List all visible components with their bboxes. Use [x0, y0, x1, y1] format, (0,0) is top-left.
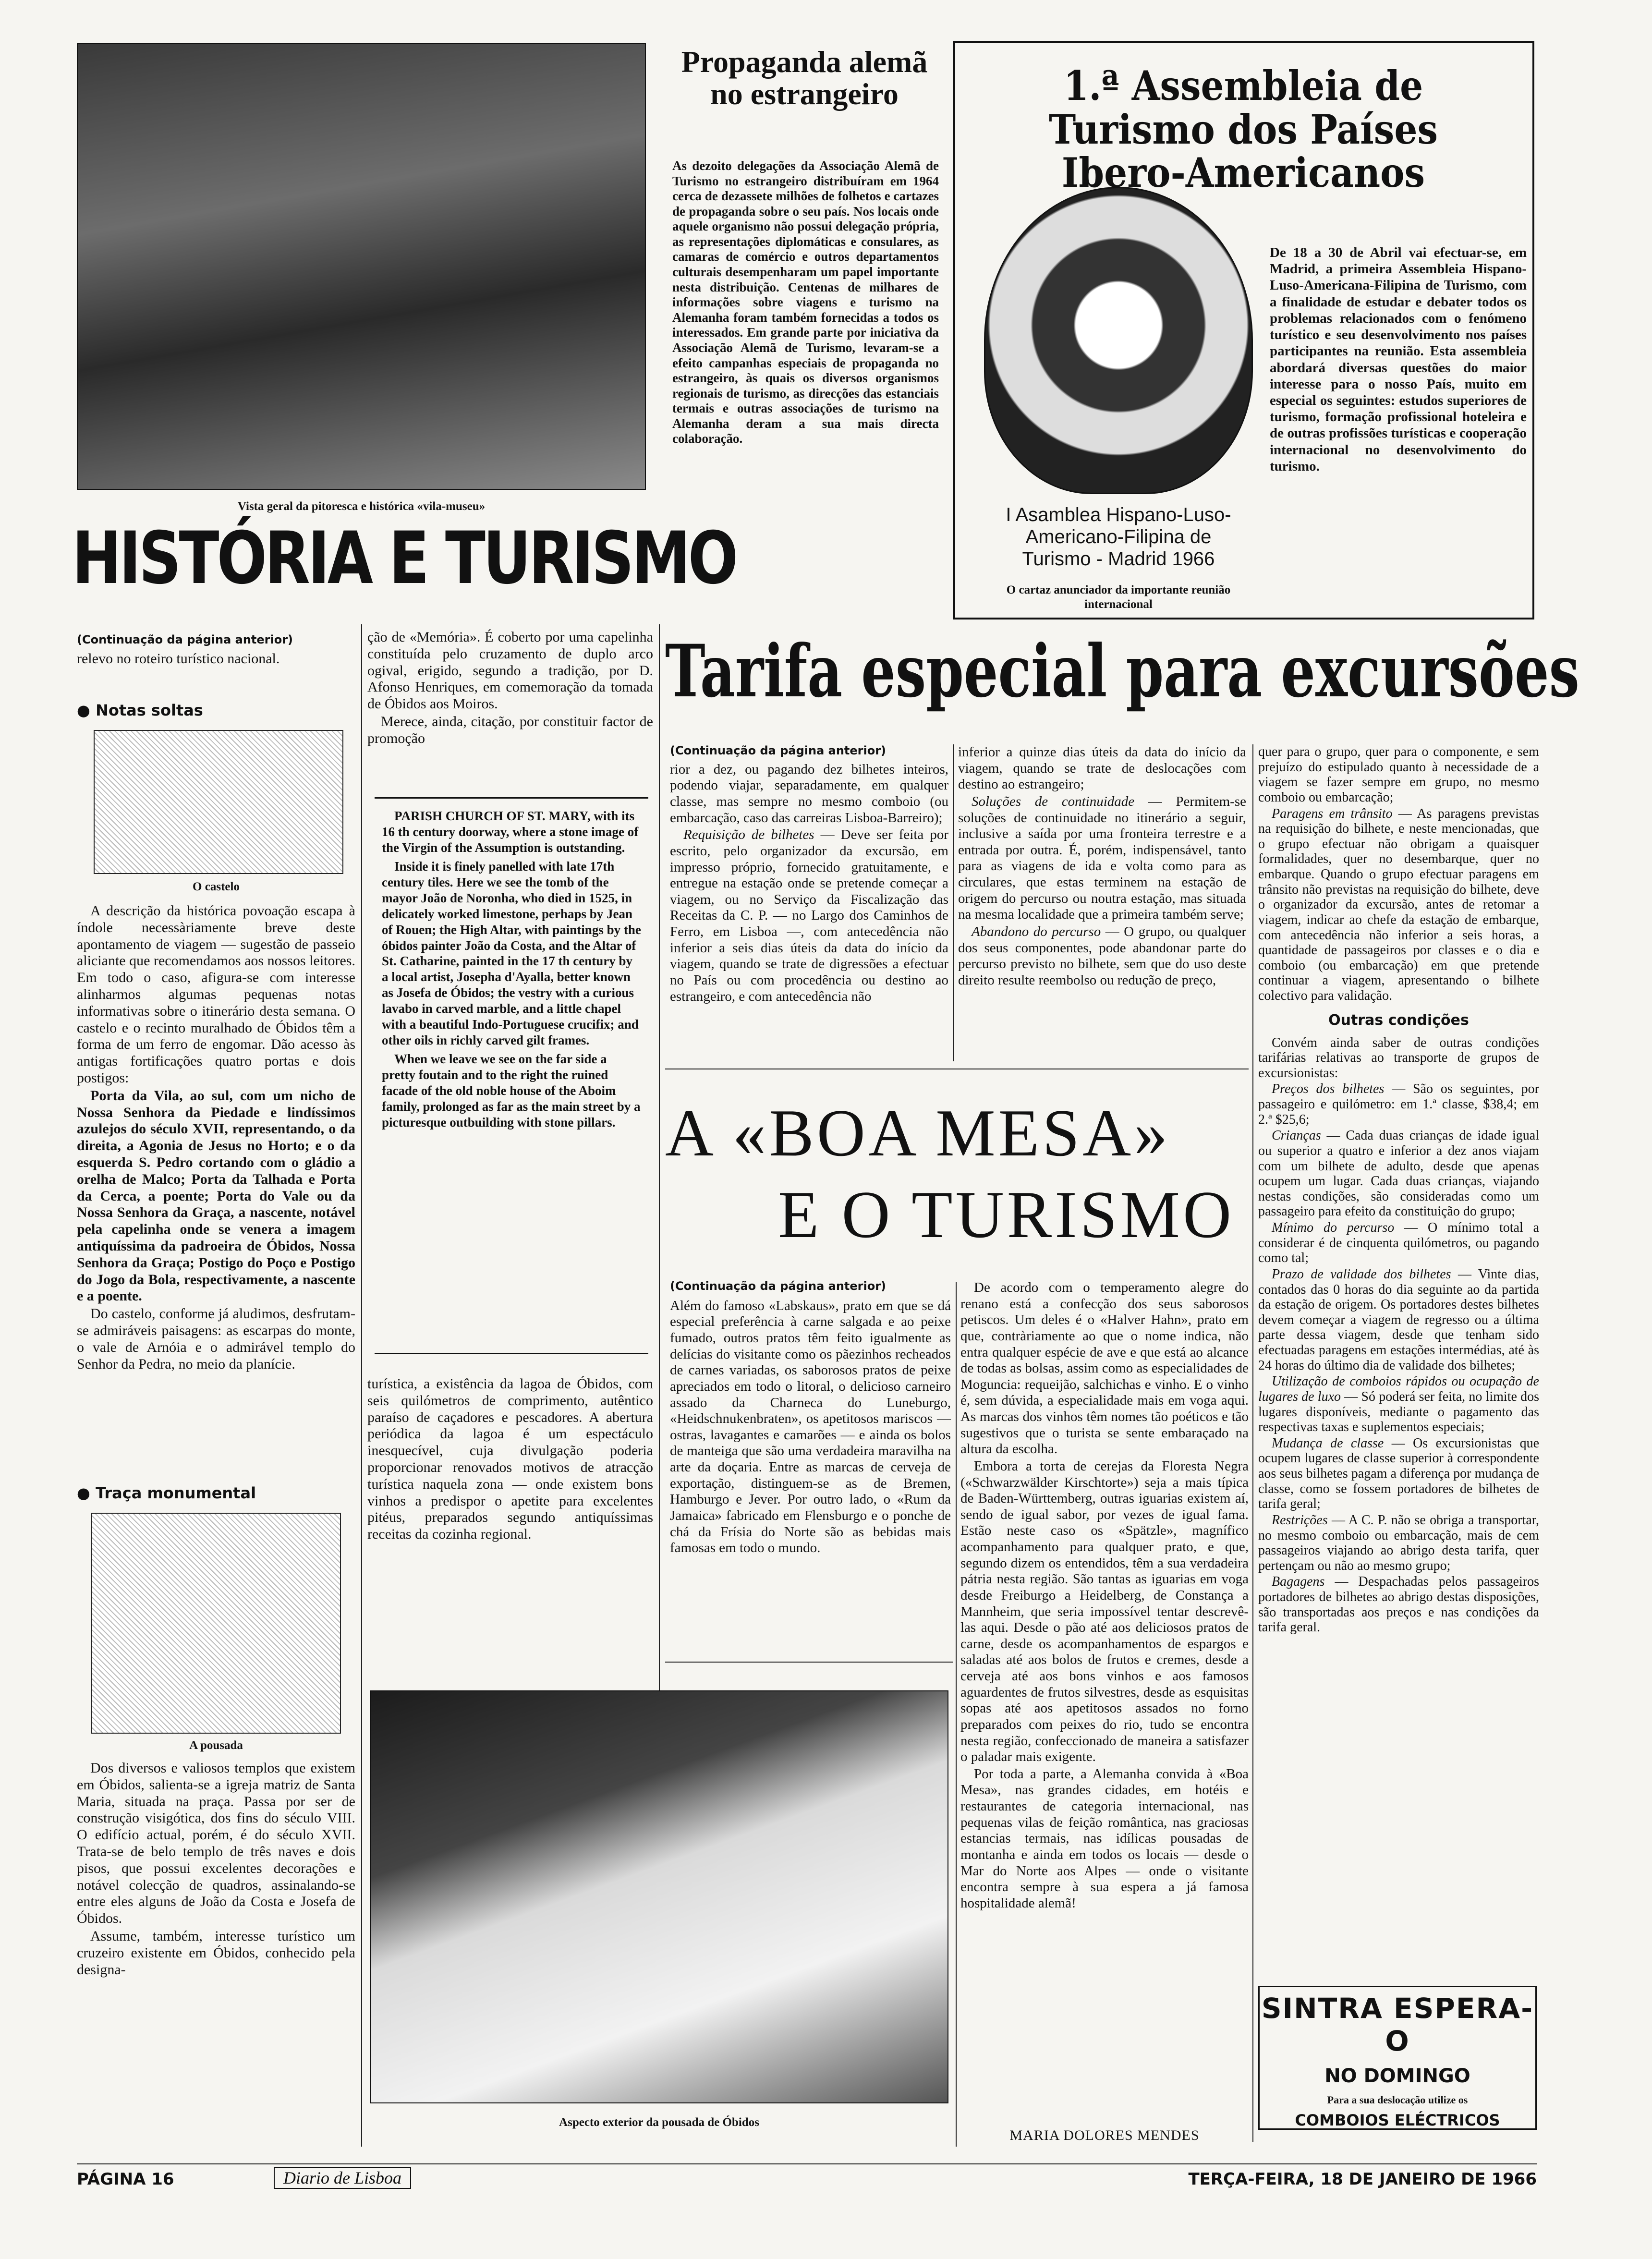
castelo-caption: O castelo — [193, 880, 240, 893]
english-text — [382, 808, 641, 1130]
tarifa-paragens-label: Paragens em trânsito — [1272, 806, 1393, 821]
historia-p4: Dos diversos e valiosos templos que existem em Óbidos, salienta-se a igreja matriz de Santa Maria, situada na praça. Passa por ser de construção visigótica, dos fins do século VIII. O edifício actual, porém, é do século XVII. Trata-se de belo templo de três naves e dois pisos, que possui excelentes decorações e notável colecção de quadros, assinalando-se entre eles alguns de João da Costa e Josefa de Óbidos. — [77, 1760, 355, 1927]
tarifa-precos-text: — São os seguintes, por passageiro e quilómetro: em 1.ª classe, $38,4; em 2.ª $25,6; — [1258, 1081, 1539, 1127]
sintra-ad-line4: COMBOIOS ELÉCTRICOS — [1295, 2111, 1500, 2129]
tarifa-headline: Tarifa especial para excursões — [665, 629, 1579, 714]
boa-mesa-continuation: (Continuação da página anterior) — [670, 1279, 887, 1293]
english-p1: PARISH CHURCH OF ST. MARY, with its 16 th century doorway, where a stone image of the Virgin of the Assumption is outstanding. — [382, 809, 639, 855]
propaganda-body: As dezoito delegações da Associação Alemã de Turismo no estrangeiro distribuíram em 1964 cerca de dezassete milhões de folhetos e cartazes de propaganda sobre o seu país. Nos locais onde aquele organismo não possui delegação própria, as representações diplomáticas e consulares, as camaras de comércio e outros departamentos culturais desempenharam um papel importante nesta distribuição. Centenas de milhares de informações sobre viagens e turismo na Alemanha foram também fornecidas a todos os interessados. Em grande parte por iniciativa da Associação Alemã de Turismo, levaram-se a efeito campanhas especiais de propaganda no estrangeiro, às quais os diversos organismos regionais de turismo, as direcções das estanciais termais e outras associações de turismo na Alemanha deram a sua mais directa colaboração. — [672, 158, 939, 446]
tarifa-prazo-text: — Vinte dias, contados das 0 horas do dia seguinte ao da partida da estação de origem. Os portadores destes bilhetes devem começar a viagem de regresso ou a última parte dessa viagem, desde que tenham sido efectuadas paragens em estações intermédias, até às 24 horas do último dia de validade dos bilhetes; — [1258, 1266, 1540, 1373]
column-rule — [956, 1282, 957, 2147]
tarifa-bag-label: Bagagens — [1272, 1574, 1325, 1590]
footer-rule — [77, 2163, 1537, 2164]
tarifa-precos — [1258, 1081, 1539, 1127]
sintra-ad-line2: NO DOMINGO — [1324, 2065, 1470, 2087]
historia-continuation: (Continuação da página anterior) — [77, 633, 293, 646]
obidos-panorama-photo — [77, 43, 646, 490]
tarifa-bag-text: — Despachadas pelos passageiros portadores de bilhetes ao abrigo destas disposições, são transportadas aos preços e nas condições da tarifa geral. — [1258, 1574, 1539, 1635]
footer-paper-name: Diario de Lisboa — [274, 2167, 411, 2189]
tarifa-continuation: (Continuação da página anterior) — [670, 744, 887, 757]
tarifa-c2: inferior a quinze dias úteis da data do início da viagem, quando se trate de deslocações com destino ao estrangeiro; — [958, 744, 1246, 792]
column-rule — [361, 624, 362, 2147]
pousada-photo-caption: Aspecto exterior da pousada de Óbidos — [559, 2116, 759, 2129]
tarifa-abandono — [958, 924, 1246, 989]
boa-mesa-c2b: Embora a torta de cerejas da Floresta Negra («Schwarzwälder Kirschtorte») seja a mais típica de Baden-Württemberg, outras iguarias existem aí, sendo de igual sabor, por vezes de igual fama. Estão neste caso os «Spätzle», magnífico acompanhamento para qualquer prato, e que, segundo dizem os entendidos, têm a sua verdadeira pátria nesta região. São tantas as iguarias em voga desde Freiburgo a Heidelberg, de Constança a Mannheim, que seria impossível tentar descrevê-las aqui. Desde o pão até aos deliciosos pratos de carne, desde os acompanhamentos de espargos e saladas até aos bolos de frutos e cremes, desde a cerveja até aos bons vinhos e aos famosos aguardentes de frutos silvestres, desde as esquisitas sopas até aos apetitosos assados no forno preparados com peixes do rio, tudo se encontra nesta região, confeccionado de maneira a satisfazer o paladar mais exigente. — [960, 1458, 1249, 1765]
tarifa-col2 — [958, 744, 1246, 989]
historia-col2-top — [367, 629, 653, 748]
notas-soltas-label: Notas soltas — [96, 701, 203, 719]
tarifa-restr-label: Restrições — [1272, 1512, 1328, 1528]
pousada-sketch — [91, 1513, 341, 1734]
traca-label: Traça monumental — [96, 1484, 256, 1502]
bullet-icon: ● — [77, 701, 96, 719]
boa-mesa-byline: MARIA DOLORES MENDES — [1009, 2127, 1200, 2143]
poster-line-1: I Asamblea Hispano-Luso- — [1006, 504, 1231, 525]
footer-date: TERÇA-FEIRA, 18 DE JANEIRO DE 1966 — [1188, 2170, 1537, 2189]
assembleia-body: De 18 a 30 de Abril vai efectuar-se, em Madrid, a primeira Assembleia Hispano-Luso-Americana-Filipina de Turismo, com a finalidade de estudar e debater todos os problemas relacionados com o fenómeno turístico e seu desenvolvimento nos países participantes na reunião. Esta assembleia abordará diversas questões do maior interesse para o nosso País, muito em especial os seguintes: estudos superiores de turismo, formação profissional hoteleira e de outras profissões turísticas e cooperação internacional no desenvolvimento do turismo. — [1270, 245, 1527, 474]
tarifa-minimo-text: — O mínimo total a considerar é de cinquenta quilómetros, ou pagando como tal; — [1258, 1220, 1540, 1266]
sintra-ad-line1: SINTRA ESPERA-O — [1261, 1992, 1534, 2057]
tarifa-abandono-text: — O grupo, ou qualquer dos seus componentes, pode abandonar parte do percurso previsto no bilhete, sem que do uso deste direito resulte reembolso ou redução de preço, — [958, 923, 1246, 988]
tarifa-mudanca-label: Mudança de classe — [1272, 1435, 1384, 1451]
tarifa-criancas-label: Crianças — [1272, 1128, 1321, 1143]
historia-p1: A descrição da histórica povoação escapa à índole necessàriamente breve deste apontamento de viagem — sugestão de passeio aliciante que recomendamos aos nossos leitores. Em todo o caso, afigura-se com interesse alinharmos algumas pequenas notas informativas sobre o itinerário desta semana. O castelo e o recinto muralhado de Óbidos têm a forma de um ferro de engomar. Dão acesso às antigas fortificações quatro portas e dois postigos: — [77, 903, 355, 1086]
boa-mesa-c2: De acordo com o temperamento alegre do renano está a confecção dos seus saborosos petiscos. Um deles é o «Halver Hahn», prato em que, contràriamente ao que o nome indica, não entra qualquer espécie de ave e que está ao alcance de todas as bolsas, assim como as especialidades de Moguncia: requeijão, salchichas e vinho. E o vinho é, sem dúvida, a especialidade mais em voga aqui. As marcas dos vinhos têm nomes tão poéticos e tão sugestivos que o turista se sente embaraçado na altura da escolha. — [960, 1280, 1249, 1457]
boa-mesa-title-1: A «BOA MESA» — [665, 1096, 1171, 1170]
tarifa-abandono-label: Abandono do percurso — [972, 923, 1101, 939]
tarifa-requisicao-text: — Deve ser feita por escrito, pelo organizador da excursão, em impresso próprio, fornecido gratuitamente, e entregue na estação onde se pretende começar a viagem, ou no Serviço da Fiscalização das Receitas da C. P. — no Largo dos Caminhos de Ferro, em Lisboa —, com antecedência não inferior a seis dias úteis da data do início da viagem, quando se trate de digressões a efectuar no País ou com procedência ou destino ao estrangeiro, e com antecedência não — [670, 827, 948, 1004]
poster-line-3: Turismo - Madrid 1966 — [1022, 548, 1215, 570]
tarifa-restr — [1258, 1513, 1539, 1574]
boa-mesa-c1: Além do famoso «Labskaus», prato em que se dá especial preferência à carne salgada e ao peixe fumado, outros pratos têm feito igualmente as delícias do visitante como os pãezinhos recheados de carnes variadas, os saborosos pratos de peixe apreciados em todo o litoral, o delicioso carneiro assado da Charneca do Luneburgo, «Heidschnukenbraten», os apetitosos mariscos — ostras, lavagantes e camarões — e ainda os bolos de manteiga que são uma verdadeira maravilha na arte da doçaria. Entre as marcas de cerveja de exportação, distinguem-se as de Bremen, Hamburgo e Jever. Por outro lado, o «Rum da Jamaica» fabricado em Flensburgo e o ponche de chá da Frísia do Norte são as bebidas mais famosas em todo o mundo. — [670, 1298, 951, 1556]
english-p3: When we leave we see on the far side a pretty foutain and to the right the ruined facade of the old noble house of the Aboim family, prolonged as far as the main street by a picturesque outbuilding with stone pillars. — [382, 1052, 641, 1130]
tarifa-precos-label: Preços dos bilhetes — [1272, 1081, 1385, 1097]
column-rule — [659, 624, 660, 1695]
tarifa-prazo-label: Prazo de validade dos bilhetes — [1272, 1266, 1451, 1282]
tarifa-requisicao-label: Requisição de bilhetes — [683, 827, 814, 843]
outras-condicoes-title: Outras condições — [1328, 1011, 1469, 1029]
tarifa-bag — [1258, 1574, 1539, 1635]
historia-headline: HISTÓRIA E TURISMO — [72, 517, 736, 600]
poster-caption: O cartaz anunciador da importante reunião internacional — [1006, 583, 1231, 611]
english-p2: Inside it is finely panelled with late 17th century tiles. Here we see the tomb of the mayor João de Noronha, who died in 1525, in delicately worked limestone, perhaps by Jean of Rouen; the High Altar, with paintings by the óbidos painter João da Costa, and the Altar of St. Catharine, painted in the 17 th century by a local artist, Josepha d'Ayalla, better known as Josefa de Óbidos; the vestry with a curious lavabo in carved marble, and a little chapel with a beautiful Indo-Portuguese crucifix; and other oils in richly carved gilt frames. — [382, 859, 641, 1048]
poster-line-2: Americano-Filipina de — [1025, 526, 1212, 547]
historia-col2-p1: ção de «Memória». É coberto por uma capelinha constituída pelo cruzamento de duplo arco ogival, erigido, segundo a tradição, por D. Afonso Henriques, em comemoração da tomada de Óbidos aos Moiros. — [367, 629, 653, 712]
tarifa-col1 — [670, 744, 948, 1006]
castelo-sketch — [94, 730, 343, 874]
bullet-icon: ● — [77, 1484, 96, 1502]
tarifa-c3c: Convém ainda saber de outras condições tarifárias relativas ao transporte de grupos de excursionistas: — [1258, 1035, 1539, 1081]
tarifa-minimo — [1258, 1220, 1539, 1266]
boa-mesa-c2c: Por toda a parte, a Alemanha convida à «Boa Mesa», nas grandes cidades, em hotéis e restaurantes de categoria internacional, nas pequenas vilas de feição romântica, nas graciosas estancias termais, nas idílicas pousadas de montanha e ainda em todos os locais — desde o Mar do Norte aos Alpes — onde o visitante encontra sempre à sua espera a já famosa hospitalidade alemã! — [960, 1766, 1249, 1911]
notas-soltas-title — [77, 701, 355, 719]
historia-col1-text — [77, 903, 355, 1373]
historia-p5: Assume, também, interesse turístico um cruzeiro existente em Óbidos, conhecido pela designa- — [77, 1928, 355, 1978]
tarifa-mudanca-text: — Os excursionistas que ocupem lugares de classe superior à correspondente aos seus bilhetes pagam a diferença por mudança de classe, como se fossem portadores de bilhetes de tarifa geral; — [1258, 1435, 1539, 1512]
section-rule — [665, 1662, 953, 1663]
poster-text — [970, 504, 1267, 570]
tarifa-prazo — [1258, 1267, 1539, 1373]
column-rule — [1252, 744, 1253, 2142]
tarifa-solucoes-label: Soluções de continuidade — [972, 793, 1135, 809]
historia-col2-p2: Merece, ainda, citação, por constituir factor de promoção — [367, 713, 653, 746]
pousada-caption: A pousada — [189, 1739, 243, 1752]
tarifa-col3 — [1258, 744, 1539, 1636]
sintra-ad — [1258, 1986, 1537, 2130]
assembleia-poster-image — [984, 187, 1253, 494]
propaganda-title: Propaganda alemã no estrangeiro — [681, 45, 928, 111]
tarifa-util-text: — Só poderá ser feita, no limite dos lugares disponíveis, mediante o pagamento das respectivas taxas e suplementos especiais; — [1258, 1389, 1539, 1435]
historia-p3: Do castelo, conforme já aludimos, desfrutam-se admiráveis paisagens: as escarpas do monte, o vale de Arnóia e o admirável templo do Senhor da Pedra, no meio da planície. — [77, 1306, 355, 1372]
tarifa-util-label: Utilização de comboios rápidos ou ocupação de lugares de luxo — [1258, 1374, 1539, 1404]
assembleia-title: 1.ª Assembleia de Turismo dos Países Ibero-Americanos — [1048, 62, 1438, 197]
sintra-ad-line3: Para a sua deslocação utilize os — [1327, 2094, 1468, 2106]
boa-mesa-col2 — [960, 1280, 1249, 1912]
tarifa-c1: rior a dez, ou pagando dez bilhetes inteiros, podendo viajar, separadamente, em qualquer classe, mas sempre no mesmo comboio (ou embarcação, caso das carreiras Lisboa-Barreiro); — [670, 761, 948, 826]
tarifa-paragens — [1258, 806, 1539, 1004]
tarifa-util — [1258, 1374, 1539, 1435]
historia-col1-bottom — [77, 1760, 355, 1979]
tarifa-requisicao — [670, 827, 948, 1005]
historia-p2: Porta da Vila, ao sul, com um nicho de Nossa Senhora da Piedade e lindíssimos azulejos do século XVII, representando, o da direita, a Agonia de Jesus no Horto; e o da esquerda S. Pedro cortando com o gládio a orelha de Malco; Porta da Talhada e Porta da Cerca, a poente; Porta do Vale ou da Nossa Senhora da Graça, a nascente, notável pela capelinha onde se venera a imagem antiquíssima da padroeira de Óbidos, Nossa Senhora da Graça; Postigo do Poço e Postigo do Jogo da Bola, respectivamente, a nascente e a poente. — [77, 1087, 355, 1304]
tarifa-solucoes-text: — Permitem-se soluções de continuidade no itinerário a seguir, inclusive a saída por uma fronteira terrestre e a entrada por outra. É, porém, indispensável, tanto para as viagens de ida e volta como para as circulares, que estas terminem na estação de origem do percurso ou noutra estação, mas situada na mesma localidade que a primeira também serve; — [958, 793, 1247, 923]
tarifa-paragens-text: — As paragens previstas na requisição do bilhete, e neste mencionadas, que o grupo efectuar não obrigam a quaisquer formalidades, quer no desembarque, quer no embarque. Quando o grupo efectuar paragens em trânsito não previstas na requisição do bilhete, deve o organizador da excursão, antes de retomar a viagem, indicar ao chefe da estação de embarque, com antecedência não inferior a seis horas, a quantidade de passageiros por classes e o dia e comboio (ou embarcação) em que pretende continuar a viagem, apresentando o bilhete colectivo para validação. — [1258, 806, 1539, 1003]
column-rule — [953, 744, 954, 1061]
tarifa-mudanca — [1258, 1436, 1539, 1512]
tarifa-restr-text: — A C. P. não se obriga a transportar, no mesmo comboio ou embarcação, mais de cem passageiros viajando ao abrigo desta tarifa, quer pertençam ou não ao mesmo grupo; — [1258, 1512, 1539, 1573]
boa-mesa-title-2: E O TURISMO — [778, 1178, 1235, 1252]
traca-monumental-title — [77, 1484, 355, 1502]
assembleia-box — [953, 41, 1534, 619]
tarifa-minimo-label: Mínimo do percurso — [1272, 1220, 1395, 1236]
historia-intro: relevo no roteiro turístico nacional. — [77, 651, 280, 667]
historia-col2-bottom: turística, a existência da lagoa de Óbidos, com seis quilómetros de comprimento, autêntico paraíso de caçadores e pescadores. A abertura periódica da lagoa é um espectáculo inesquecível, cuja divulgação poderia proporcionar renovados motivos de atracção turística naquela zona — onde existem bons vinhos a predispor o apetite para excelentes pitéus, preparados segundo antiquíssimas receitas da cozinha regional. — [367, 1376, 653, 1542]
tarifa-criancas — [1258, 1128, 1539, 1219]
tarifa-solucoes — [958, 794, 1246, 923]
tarifa-criancas-text: — Cada duas crianças de idade igual ou superior a quatro e inferior a dez anos viajam com um bilhete de adulto, desde que apenas ocupem um lugar. Cada duas crianças, viajando nestas condições, são consideradas como um passageiro para efeito da constituição do grupo; — [1258, 1128, 1539, 1219]
tarifa-c3: quer para o grupo, quer para o componente, e sem prejuízo do estipulado quanto à necessidade de a viagem se fazer sempre em grupo, no mesmo comboio ou embarcação; — [1258, 744, 1539, 805]
english-box — [375, 797, 648, 1354]
pousada-exterior-photo — [370, 1690, 948, 2103]
boa-mesa-col1 — [670, 1280, 951, 1557]
footer-page: PÁGINA 16 — [77, 2170, 174, 2189]
panorama-caption: Vista geral da pitoresca e histórica «vila-museu» — [237, 500, 486, 513]
